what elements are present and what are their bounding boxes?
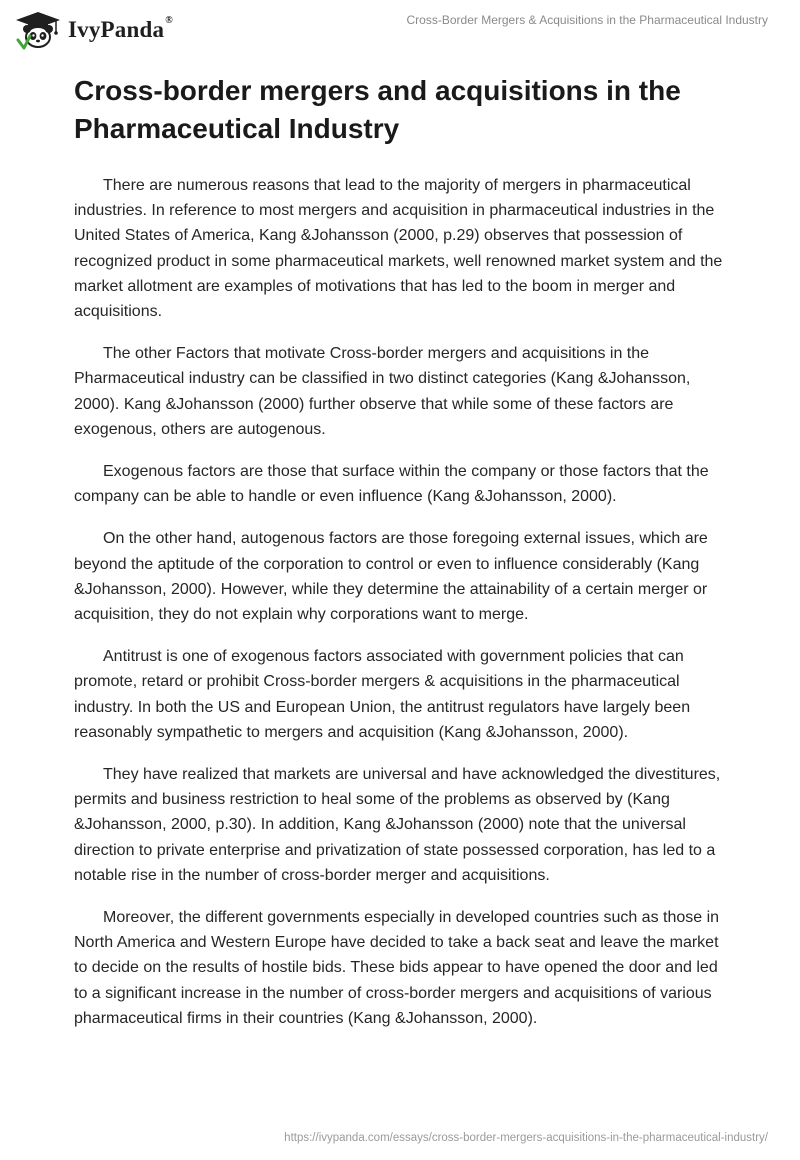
- page-header: [0, 0, 800, 60]
- paragraph: They have realized that markets are universal and have acknowledged the divestitures, permits and business restriction to heal some of the problems as observed by (Kang &Johansson, 2000, p.30). In addition, Kang &Johansson (2000) note that the universal direction to private enterprise and privatization of state possessed corporation, has led to a notable rise in the number of cross-border merger and acquisitions.: [74, 766, 721, 884]
- paragraph: On the other hand, autogenous factors are those foregoing external issues, which are beyond the aptitude of the corporation to control or even to influence considerably (Kang &Johansson, 2000). However, while they determine the attainability of a certain merger or acquisition, they do not explain why corporations want to merge.: [74, 530, 708, 624]
- ivypanda-logo[interactable]: [14, 10, 173, 50]
- paragraph: Exogenous factors are those that surface within the company or those factors that the company can be able to handle or even influence (Kang &Johansson, 2000).: [74, 463, 709, 506]
- document-title: Cross-border mergers and acquisitions in the Pharmaceutical Industry: [74, 75, 681, 144]
- running-title: Cross-Border Mergers & Acquisitions in the Pharmaceutical Industry: [406, 13, 768, 27]
- panda-graduate-icon: [14, 10, 62, 50]
- paragraph: Moreover, the different governments especially in developed countries such as those in North America and Western Europe have decided to take a back seat and leave the market to decide on the results of hostile bids. These bids appear to have opened the door and led to a significant increase in the number of cross-border mergers and acquisitions of various pharmaceutical firms in their countries (Kang &Johansson, 2000).: [74, 909, 720, 1027]
- brand-name: IvyPanda®: [68, 15, 173, 42]
- paragraph: There are numerous reasons that lead to the majority of mergers in pharmaceutical industries. In reference to most mergers and acquisition in pharmaceutical industries in the United States of America, Kang &Johansson (2000, p.29) observes that possession of recognized product in some pharmaceutical markets, well renowned market system and the market allotment are examples of motivations that has led to the boom in merger and acquisitions.: [74, 177, 723, 321]
- registered-mark: ®: [165, 15, 173, 26]
- document-body: [74, 173, 734, 1048]
- paragraph: Antitrust is one of exogenous factors associated with government policies that can promote, retard or prohibit Cross-border mergers & acquisitions in the pharmaceutical industry. In both the US and European Union, the antitrust regulators have largely been reasonably sympathetic to mergers and acquisition (Kang &Johansson, 2000).: [74, 648, 691, 741]
- paragraph: The other Factors that motivate Cross-border mergers and acquisitions in the Pharmaceutical industry can be classified in two distinct categories (Kang &Johansson, 2000). Kang &Johansson (2000) further observe that while some of these factors are exogenous, others are autogenous.: [74, 345, 691, 438]
- source-url-link[interactable]: https://ivypanda.com/essays/cross-border-mergers-acquisitions-in-the-pharmaceutical-industry/: [284, 1132, 768, 1144]
